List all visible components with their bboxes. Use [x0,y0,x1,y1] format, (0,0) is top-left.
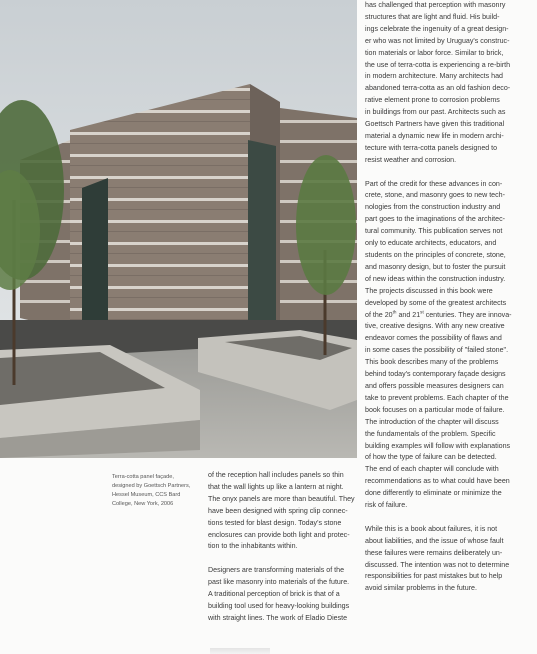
page-bottom-mark [210,648,270,654]
building-photo [0,0,357,458]
right-paragraph-2-part-b: and 21 [396,310,421,319]
right-paragraph-3: While this is a book about failures, it is not about liabilities, and the issue of whose fault these failures were remains deliberately un- discussed. The intention was not to determine responsibilities for past mistakes but to help avoid similar problems in the future. [365,524,510,593]
superscript-st: st [420,309,424,315]
middle-paragraph-1: of the reception hall includes panels so thin that the wall lights up like a lantern at night. The onyx panels are more than beautiful. They have been designed with spring clip connec- tions tested for blast design. Today's stone enclosures can provide both light and protec- tion to the inhabitants within. [208,471,355,551]
right-text-column [365,0,533,607]
middle-paragraph-2: Designers are transforming materials of the past like masonry into materials of the future. A traditional perception of brick is that of a building tool used for heavy-looking buildings with straight lines. The work of Eladio Dieste [208,566,350,622]
right-paragraph-2-part-a: Part of the credit for these advances in con- crete, stone, and masonry goes to new tech- nologies from the construction industry and part goes to the imaginations of the architec- tural community. This publication serves not only to educate architects, educators, and students on the principles of concrete, stone, and masonry design, but to foster the pursuit of new ideas within the construction industry. The projects discussed in this book were developed by some of the greatest architects of the 20 [365,179,507,319]
middle-text-column [208,470,360,637]
photo-caption: Terra-cotta panel façade, designed by Goettsch Partners, Hessel Museum, CCS Bard College, New York, 2006 [112,474,191,507]
right-paragraph-2 [365,179,533,512]
right-paragraph-1: has challenged that perception with masonry structures that are light and fluid. His build- ings celebrate the ingenuity of a great design- er who was not limited by Uruguay's construc- tion materials or labor force. Similar to brick, the use of terra-cotta is experiencing a re-birth in modern architecture. Many architects had abandoned terra-cotta as an old fashion deco- rative element prone to corrosion problems in buildings from our past. Architects such as Goettsch Partners have given this traditional material a dynamic new life in modern archi- tecture with terra-cotta panels designed to resist weather and corrosion. [365,1,511,164]
right-paragraph-2-part-c: centuries. They are innova- tive, creative designs. With any new creative endeavor comes the possibility of flaws and in some cases the possibility of "failed stone". This book describes many of the problems behind today's contemporary façade designs and offers possible measures designers can take to prevent problems. Each chapter of the book focuses on a particular mode of failure. The introduction of the chapter will discuss the fundamentals of the problem. Specific building examples will follow with explanations of how the type of failure can be detected. The end of each chapter will conclude with recommendations as to what could have been done differently to eliminate or minimize the risk of failure. [365,310,512,510]
superscript-th: th [392,309,397,315]
